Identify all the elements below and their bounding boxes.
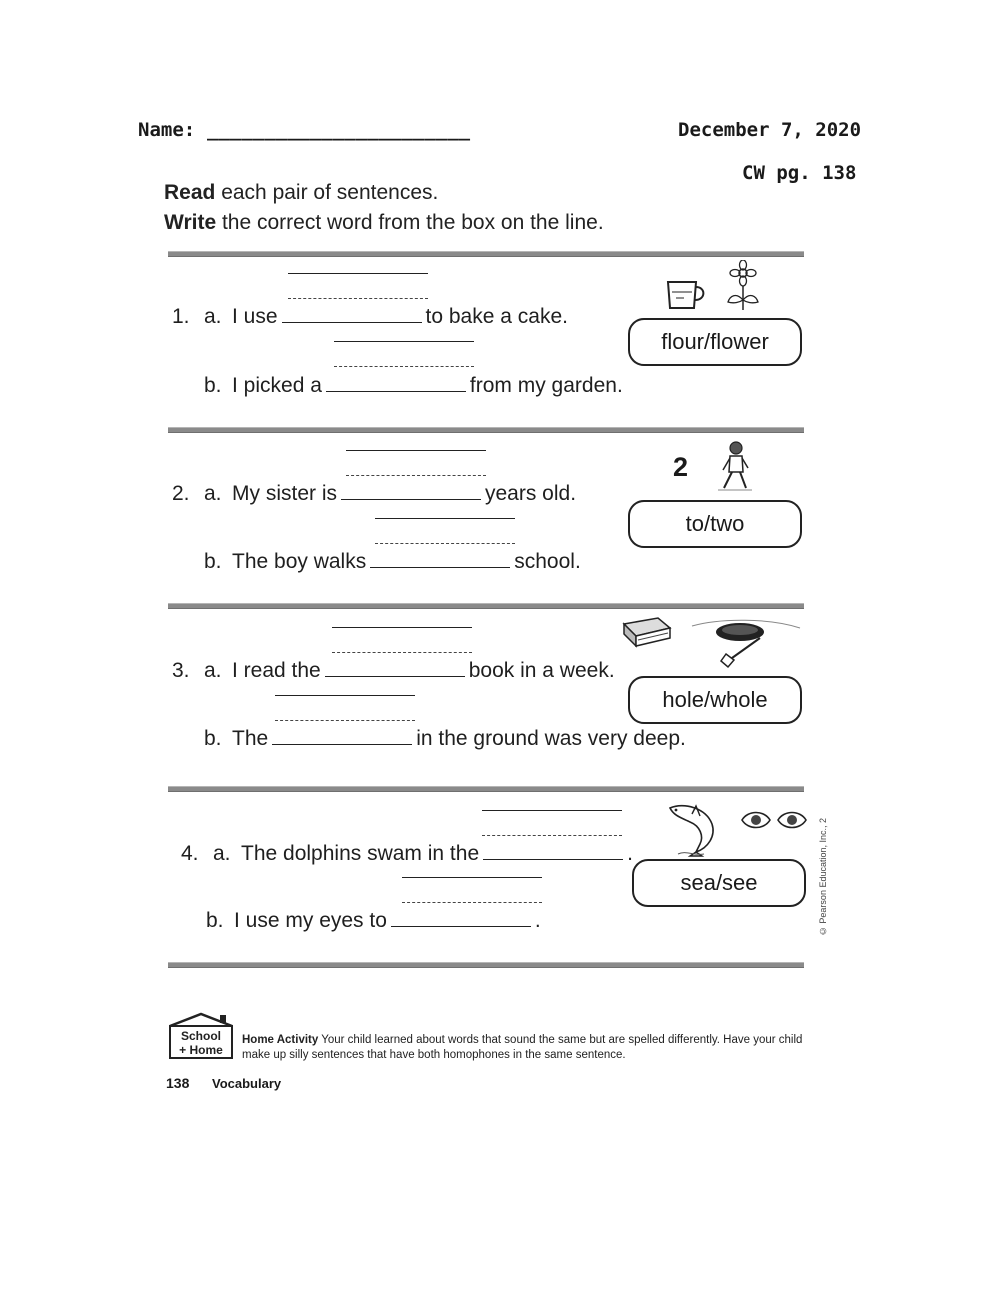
home-activity-label: Home Activity — [242, 1034, 319, 1046]
instruction-read-rest: each pair of sentences. — [215, 181, 439, 204]
exercise-1-a — [172, 304, 568, 329]
sentence-start: I use my eyes to — [234, 909, 387, 932]
name-blank[interactable]: _______________________ — [207, 119, 471, 141]
exercise-number: 3. — [172, 659, 190, 682]
sentence-end: years old. — [485, 482, 577, 505]
writing-guide — [332, 627, 472, 653]
divider — [168, 603, 804, 609]
divider — [168, 962, 804, 968]
exercise-2-b — [204, 549, 581, 574]
page-reference: CW pg. 138 — [742, 162, 857, 184]
exercise-4-a — [181, 841, 633, 866]
sentence-start: The — [232, 727, 269, 750]
exercise-number: 1. — [172, 305, 190, 328]
dolphin-icon — [662, 798, 722, 858]
school-home-logo — [166, 1012, 236, 1060]
word-box: to/two — [628, 500, 802, 548]
item-label: a. — [204, 659, 222, 682]
walking-boy-icon — [712, 440, 756, 494]
instruction-line-1 — [164, 181, 438, 205]
item-label: a. — [213, 842, 231, 865]
writing-guide — [482, 810, 622, 836]
name-label: Name: — [138, 119, 196, 141]
word-box: sea/see — [632, 859, 806, 907]
logo-text-home: + Home — [179, 1043, 223, 1057]
instruction-line-2 — [164, 211, 604, 235]
divider — [168, 786, 804, 792]
sentence-start: I use — [232, 305, 278, 328]
word-box: hole/whole — [628, 676, 802, 724]
eyes-icon — [740, 806, 810, 834]
exercise-number: 4. — [181, 842, 199, 865]
sentence-end: to bake a cake. — [425, 305, 568, 328]
exercise-2-a — [172, 481, 576, 506]
sentence-start: I picked a — [232, 374, 322, 397]
writing-guide — [334, 341, 474, 367]
sentence-start: My sister is — [232, 482, 337, 505]
answer-blank[interactable] — [282, 304, 422, 323]
answer-blank[interactable] — [391, 908, 531, 927]
home-activity-note — [242, 1033, 812, 1063]
item-label: b. — [204, 727, 222, 750]
writing-guide — [275, 695, 415, 721]
exercise-number: 2. — [172, 482, 190, 505]
sentence-start: The dolphins swam in the — [241, 842, 480, 865]
instruction-write-rest: the correct word from the box on the line. — [216, 211, 604, 234]
writing-guide — [375, 518, 515, 544]
sentence-end: . — [627, 842, 633, 865]
sentence-end: . — [534, 909, 541, 932]
number-two-picture: 2 — [673, 452, 689, 482]
writing-guide — [402, 877, 542, 903]
copyright-notice: © Pearson Education, Inc., 2 — [818, 818, 828, 937]
measuring-cup-icon — [664, 276, 708, 312]
divider — [168, 251, 804, 257]
sentence-start: The boy walks — [232, 550, 367, 573]
item-label: b. — [204, 374, 222, 397]
answer-blank[interactable] — [326, 373, 466, 392]
home-activity-text: Your child learned about words that sound the same but are spelled differently. Have your child make up silly sentences that have both homophones in the same sentence. — [242, 1034, 803, 1061]
sentence-start: I read the — [232, 659, 321, 682]
page-number: 138 — [166, 1075, 190, 1091]
exercise-3-b — [204, 726, 686, 751]
exercise-3-a — [172, 658, 615, 683]
sentence-end: book in a week. — [468, 659, 615, 682]
item-label: b. — [204, 550, 222, 573]
answer-blank[interactable] — [272, 726, 412, 745]
date: December 7, 2020 — [678, 119, 862, 141]
sentence-end: school. — [514, 550, 581, 573]
answer-blank[interactable] — [325, 658, 465, 677]
answer-blank[interactable] — [483, 841, 623, 860]
divider — [168, 427, 804, 433]
item-label: a. — [204, 305, 222, 328]
item-label: a. — [204, 482, 222, 505]
sentence-end: in the ground was very deep. — [416, 727, 686, 750]
logo-text-school: School — [180, 1029, 222, 1043]
writing-guide — [346, 450, 486, 476]
exercise-1-b — [204, 373, 623, 398]
writing-guide — [288, 273, 428, 299]
instruction-read-bold: Read — [164, 181, 216, 204]
section-label: Vocabulary — [212, 1076, 282, 1091]
sentence-end: from my garden. — [469, 374, 623, 397]
exercise-4-b — [206, 908, 541, 933]
word-box: flour/flower — [628, 318, 802, 366]
instruction-write-bold: Write — [164, 211, 217, 234]
hole-shovel-icon — [690, 612, 802, 670]
flower-icon — [722, 260, 764, 312]
answer-blank[interactable] — [341, 481, 481, 500]
item-label: b. — [206, 909, 224, 932]
book-icon — [618, 614, 674, 652]
answer-blank[interactable] — [370, 549, 510, 568]
